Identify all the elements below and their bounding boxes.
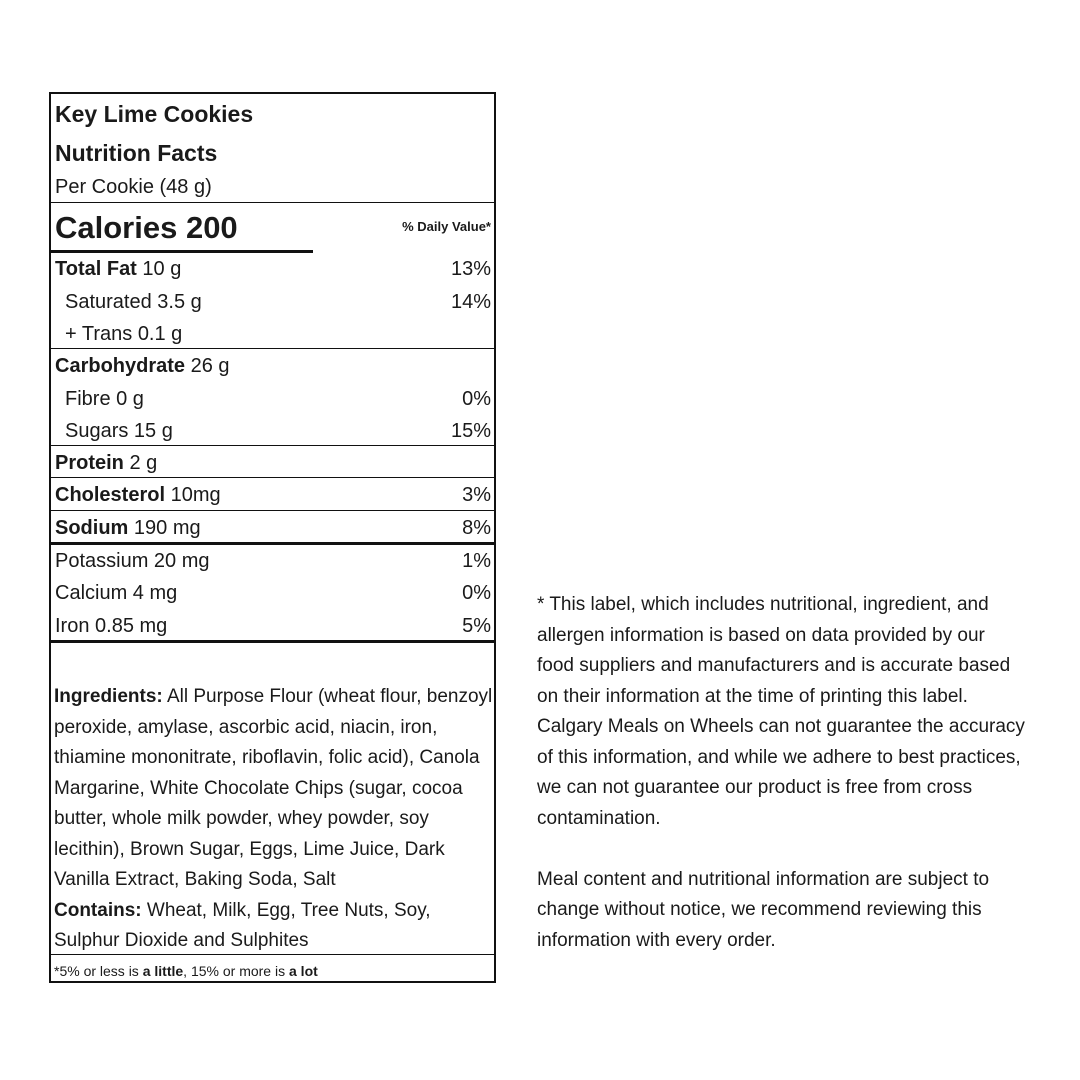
- cholesterol-name: Cholesterol: [55, 484, 166, 506]
- total-fat-dv: 13%: [450, 258, 491, 280]
- contains-text: Wheat, Milk, Egg, Tree Nuts, Soy, Sulphur Dioxide and Sulphites: [54, 899, 431, 951]
- trans-fat: + Trans 0.1 g: [65, 323, 183, 345]
- disclaimer-paragraph-2: Meal content and nutritional information are subject to change without notice, we recommend reviewing this information with every order.: [537, 868, 990, 951]
- fibre-dv: 0%: [462, 388, 491, 410]
- footnote: [54, 962, 318, 980]
- sodium-amount: 190 mg: [133, 517, 201, 539]
- divider: [51, 477, 494, 478]
- potassium: Potassium 20 mg: [55, 550, 210, 572]
- divider-thick: [51, 640, 494, 643]
- saturated-fat-dv: 14%: [450, 291, 491, 313]
- footnote-little: a little: [142, 963, 184, 979]
- total-fat-amount: 10 g: [142, 258, 182, 280]
- carbohydrate-name: Carbohydrate: [55, 355, 186, 377]
- serving-size: Per Cookie (48 g): [55, 176, 212, 198]
- calcium: Calcium 4 mg: [55, 582, 178, 604]
- nutrition-facts-label: [49, 92, 496, 983]
- sugars-dv: 15%: [450, 420, 491, 442]
- carbohydrate-amount: 26 g: [190, 355, 230, 377]
- total-fat-name: Total Fat: [55, 258, 137, 280]
- protein-amount: 2 g: [129, 452, 158, 474]
- contains-label: Contains:: [54, 899, 142, 921]
- sodium-dv: 8%: [462, 517, 491, 539]
- ingredients-block: [54, 682, 494, 957]
- saturated-fat: Saturated 3.5 g: [65, 291, 202, 313]
- ingredients-text: All Purpose Flour (wheat flour, benzoyl peroxide, amylase, ascorbic acid, niacin, iron, thiamine mononitrate, riboflavin, folic acid), Canola Margarine, White Chocolate Chips (sugar, cocoa butter, whole milk powder, whey powder, soy lecithin), Brown Sugar, Eggs, Lime Juice, Dark Vanilla Extract, Baking Soda, Salt: [54, 686, 493, 890]
- calories-rule: [51, 250, 313, 253]
- cholesterol-row: [55, 483, 221, 507]
- sodium-name: Sodium: [55, 517, 129, 539]
- protein-name: Protein: [55, 452, 124, 474]
- ingredients-label: Ingredients:: [54, 686, 163, 707]
- product-name: Key Lime Cookies: [55, 101, 254, 127]
- fibre: Fibre 0 g: [65, 388, 144, 410]
- potassium-dv: 1%: [462, 550, 491, 572]
- daily-value-header: % Daily Value*: [402, 219, 491, 234]
- footnote-prefix: *5% or less is: [54, 963, 143, 979]
- calories: Calories 200: [55, 210, 238, 245]
- sodium-row: [55, 516, 201, 540]
- divider: [51, 348, 494, 349]
- calcium-dv: 0%: [462, 582, 491, 604]
- divider: [51, 954, 494, 955]
- divider: [51, 202, 494, 203]
- divider: [51, 445, 494, 446]
- nutrition-facts-heading: Nutrition Facts: [55, 140, 218, 166]
- cholesterol-amount: 10mg: [170, 484, 221, 506]
- disclaimer-paragraph-1: * This label, which includes nutritional, ingredient, and allergen information is based on data provided by our food suppliers and manufacturers and is accurate based on their information at the time of printing this label. Calgary Meals on Wheels can not guarantee the accuracy of this information, and while we adhere to best practices, we can not guarantee our product is free from cross contamination.: [537, 594, 1025, 829]
- carbohydrate-row: [55, 354, 230, 378]
- divider: [51, 510, 494, 511]
- iron-dv: 5%: [462, 615, 491, 637]
- iron: Iron 0.85 mg: [55, 615, 168, 637]
- protein-row: [55, 451, 157, 475]
- disclaimer: [537, 590, 1027, 956]
- footnote-lot: a lot: [289, 963, 318, 979]
- cholesterol-dv: 3%: [462, 484, 491, 506]
- divider-thick: [51, 542, 494, 545]
- footnote-middle: , 15% or more is: [183, 963, 289, 979]
- total-fat-row: [55, 257, 181, 281]
- sugars: Sugars 15 g: [65, 420, 173, 442]
